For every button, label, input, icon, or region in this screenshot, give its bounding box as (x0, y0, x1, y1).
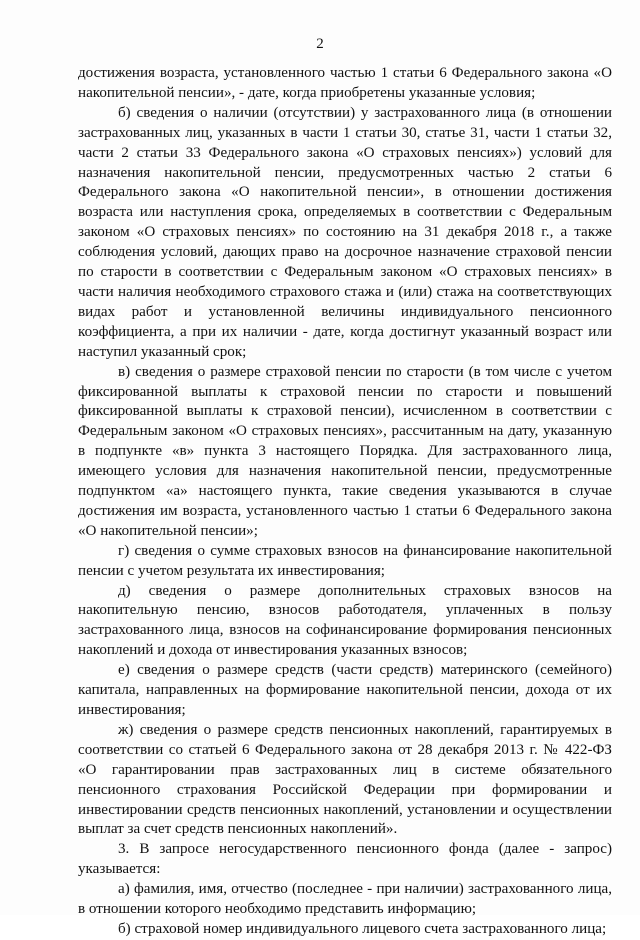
paragraph-item-b: б) сведения о наличии (отсутствии) у застрахованного лица (в отношении застрахованных лиц, указанных в части 1 статьи 30, статье 31, части 1 статьи 32, части 2 статьи 33 Федерального закона «О страховых пенсиях») условий для назначения накопительной пенсии, предусмотренных частью 2 статьи 6 Федерального закона «О накопительной пенсии», в отношении достижения возраста или наступления срока, определяемых в соответствии с Федеральным законом «О страховых пенсиях» по состоянию на 31 декабря 2018 г., а также соблюдения условий, дающих право на досрочное назначение страховой пенсии по старости в соответствии с Федеральным законом «О страховых пенсиях» в части наличия необходимого страхового стажа и (или) стажа на соответствующих видах работ и установленной величины индивидуального пенсионного коэффициента, а при их наличии - дате, когда достигнут указанный возраст или наступил указанный срок; (78, 104, 612, 360)
paragraph-item-g: г) сведения о сумме страховых взносов на финансирование накопительной пенсии с учетом результата их инвестирования; (78, 542, 612, 579)
paragraph-section-3: 3. В запросе негосударственного пенсионного фонда (далее - запрос) указывается: (78, 841, 612, 878)
paragraph-item-b-2: б) страховой номер индивидуального лицевого счета застрахованного лица; (118, 920, 607, 937)
paragraph-item-e: е) сведения о размере средств (части средств) материнского (семейного) капитала, направленных на формирование накопительной пенсии, дохода от их инвестирования; (78, 662, 612, 718)
paragraph-item-d: д) сведения о размере дополнительных страховых взносов на накопительную пенсию, взносов работодателя, уплаченных в пользу застрахованного лица, взносов на софинансирование формирования пенсионных накоплений и дохода от инвестирования указанных взносов; (78, 582, 612, 659)
paragraph-item-a: а) фамилия, имя, отчество (последнее - при наличии) застрахованного лица, в отношении которого необходимо представить информацию; (78, 881, 612, 918)
paragraph-item-zh: ж) сведения о размере средств пенсионных накоплений, гарантируемых в соответствии со статьей 6 Федерального закона от 28 декабря 2013 г. № 422-ФЗ «О гарантировании прав застрахованных лиц в системе обязательного пенсионного страхования Российской Федерации при формировании и инвестировании средств пенсионных накоплений, установлении и осуществлении выплат за счет средств пенсионных накоплений». (78, 721, 612, 838)
document-body (78, 64, 612, 940)
page-number: 2 (316, 36, 324, 52)
paragraph-continuation: достижения возраста, установленного частью 1 статьи 6 Федерального закона «О накопительной пенсии», - дате, когда приобретены указанные условия; (78, 65, 612, 101)
paragraph-item-v: в) сведения о размере страховой пенсии по старости (в том числе с учетом фиксированной выплаты к страховой пенсии по старости и повышений фиксированной выплаты к страховой пенсии), исчисленном в соответствии с Федеральным законом «О страховых пенсиях», рассчитанным на дату, указанную в подпункте «в» пункта 3 настоящего Порядка. Для застрахованного лица, имеющего условия для назначения накопительной пенсии, предусмотренные подпунктом «а» настоящего пункта, такие сведения указываются в случае достижения им возраста, установленного частью 1 статьи 6 Федерального закона «О накопительной пенсии»; (78, 363, 612, 539)
